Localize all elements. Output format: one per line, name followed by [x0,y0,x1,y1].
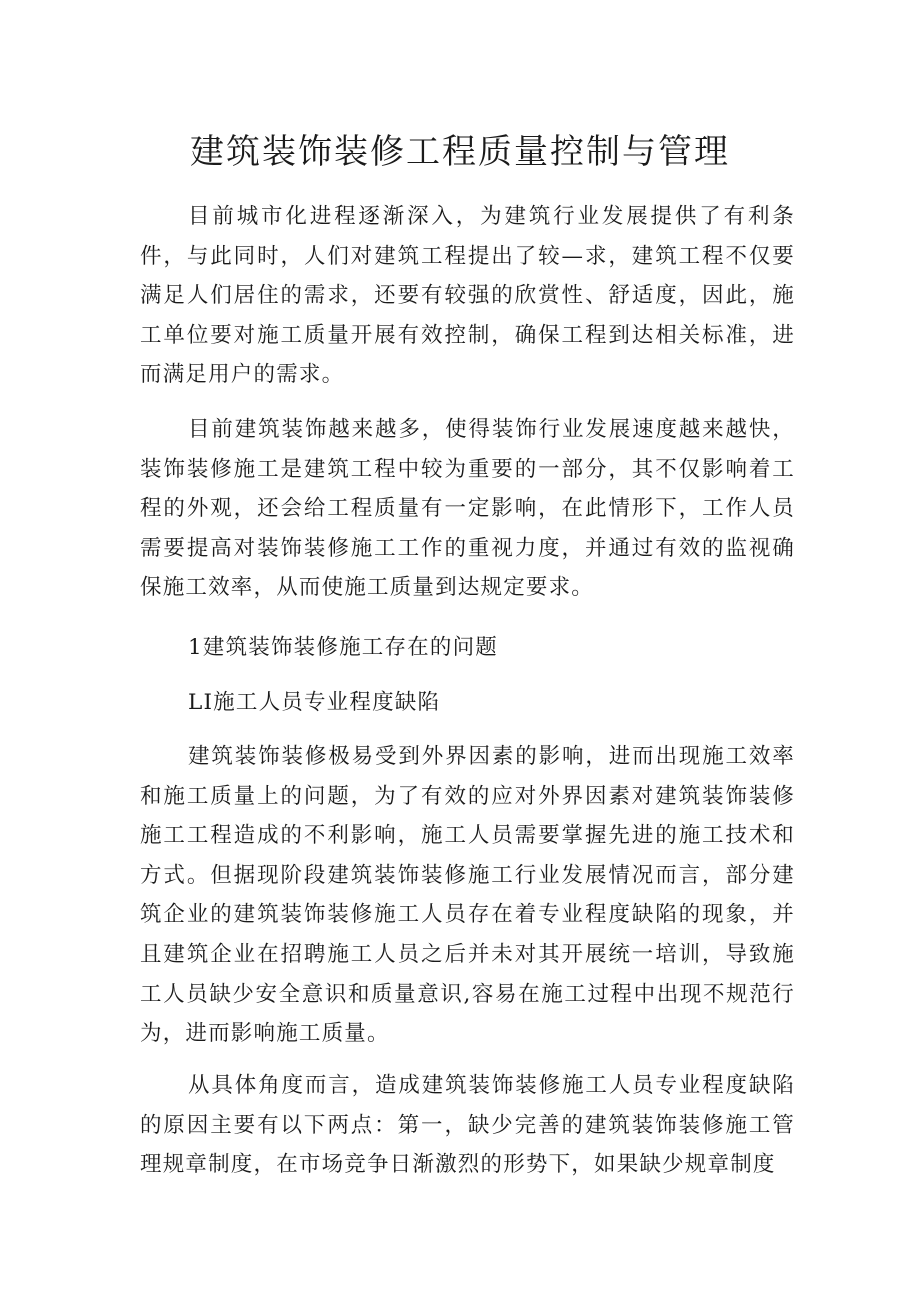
section-paragraph-2: 从具体角度而言，造成建筑装饰装修施工人员专业程度缺陷的原因主要有以下两点：第一，缺少完善的建筑装饰装修施工管理规章制度，在市场竞争日渐激烈的形势下，如果缺少规章制度 [140,1073,795,1178]
document-title: 建筑装饰装修工程质量控制与管理 [190,132,730,172]
section-paragraph-1: 建筑装饰装修极易受到外界因素的影响，进而出现施工效率和施工质量上的问题，为了有效的应对外界因素对建筑装饰装修施工工程造成的不利影响，施工人员需要掌握先进的施工技术和方式。但据现阶段建筑装饰装修施工行业发展情况而言，部分建筑企业的建筑装饰装修施工人员存在着专业程度缺陷的现象，并且建筑企业在招聘施工人员之后并未对其开展统一培训，导致施工人员缺少安全意识和质量意识,容易在施工过程中出现不规范行为，进而影响施工质量。 [140,744,795,1047]
intro-paragraph-1: 目前城市化进程逐渐深入，为建筑行业发展提供了有利条件，与此同时，人们对建筑工程提出了较—求，建筑工程不仅要满足人们居住的需求，还要有较强的欣赏性、舒适度，因此，施工单位要对施工质量开展有效控制，确保工程到达相关标准，进而满足用户的需求。 [140,204,795,388]
subsection-heading: LI施工人员专业程度缺陷 [188,690,441,715]
intro-paragraph-2: 目前建筑装饰越来越多，使得装饰行业发展速度越来越快，装饰装修施工是建筑工程中较为重要的一部分，其不仅影响着工程的外观，还会给工程质量有一定影响，在此情形下，工作人员需要提高对装饰装修施工工作的重视力度，并通过有效的监视确保施工效率，从而使施工质量到达规定要求。 [140,417,795,601]
section-heading: 1建筑装饰装修施工存在的问题 [188,635,498,660]
